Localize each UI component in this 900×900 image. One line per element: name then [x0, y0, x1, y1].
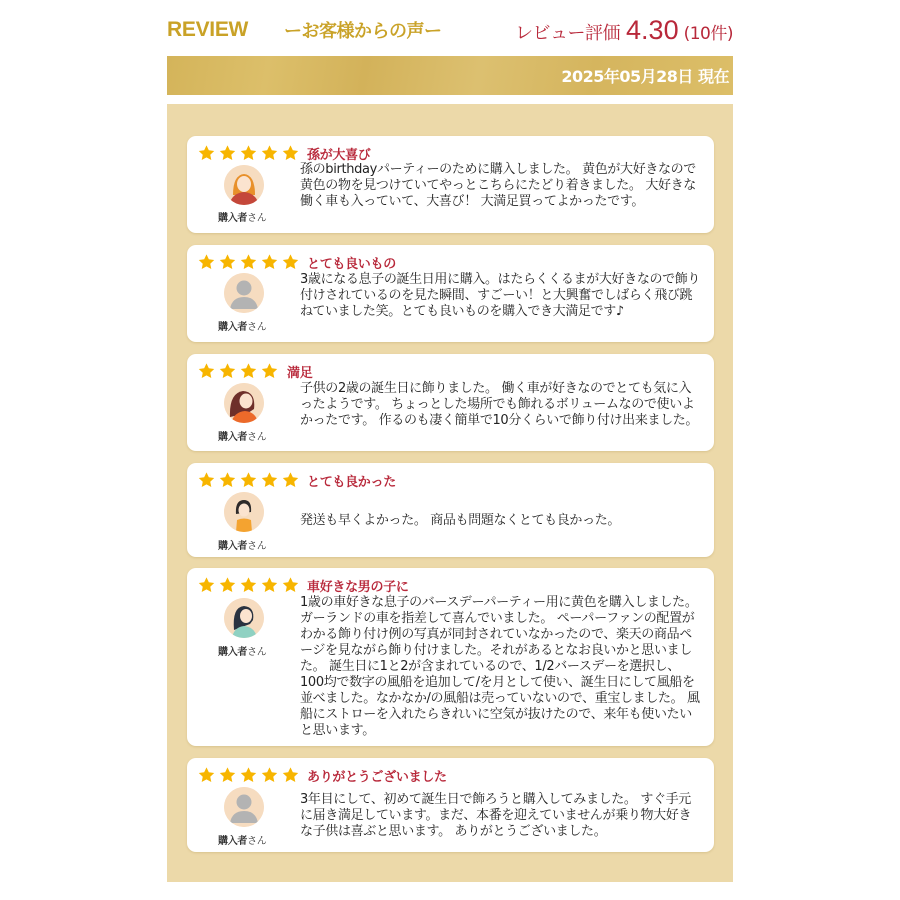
review-card: [187, 758, 714, 852]
star-icon: [197, 362, 216, 380]
review-title: とても良かった: [307, 475, 396, 490]
brand-title: REVIEW: [167, 18, 249, 41]
star-icon: [197, 144, 216, 162]
buyer-label: 購入者さん: [218, 213, 267, 224]
review-body: 子供の2歳の誕生日に飾りました。 働く車が好きなのでとても気に入ったようです。 ちょっとした場所でも飾れるボリュームなので使いよかったです。 作るのも凄く簡単で10分くらいで飾り付け出来ました。: [300, 381, 699, 428]
buyer-label: 購入者さん: [218, 836, 267, 847]
section-subtitle: ーお客様からの声ー: [284, 21, 442, 42]
star-icon: [197, 253, 216, 271]
star-icon: [218, 144, 237, 162]
star-rating: [197, 362, 279, 380]
review-body: 3年目にして、初めて誕生日で飾ろうと購入してみました。 すぐ手元に届き満足しています。まだ、本番を迎えていませんが乗り物大好きな子供は喜ぶと思います。 ありがとうございました。: [300, 792, 692, 839]
review-title: ありがとうございました: [307, 770, 447, 785]
star-icon: [239, 253, 258, 271]
woman-black-hair-icon: [224, 598, 264, 638]
review-title: とても良いもの: [307, 257, 396, 272]
review-card: [187, 354, 714, 451]
review-header: [167, 12, 733, 48]
rating-score: 4.30: [626, 14, 679, 45]
star-icon: [239, 471, 258, 489]
review-card: [187, 463, 714, 557]
star-icon: [260, 766, 279, 784]
star-icon: [218, 253, 237, 271]
buyer-label: 購入者さん: [218, 432, 267, 443]
star-icon: [239, 576, 258, 594]
star-icon: [218, 576, 237, 594]
date-banner: [167, 56, 733, 95]
woman-short-hair-icon: [224, 492, 264, 532]
star-icon: [239, 362, 258, 380]
star-icon: [281, 471, 300, 489]
review-title: 満足: [287, 366, 313, 381]
woman-orange-hair-icon: [224, 165, 264, 205]
star-icon: [281, 253, 300, 271]
star-icon: [218, 362, 237, 380]
review-card: [187, 245, 714, 342]
review-body: 3歳になる息子の誕生日用に購入。はたらくくるまが大好きなので飾り付けされているのを見た瞬間、すごーい！と大興奮でしばらく飛び跳ねていました笑。とても良いものを購入でき大満足です♪: [300, 272, 701, 319]
review-body: 1歳の車好きな息子のバースデーパーティー用に黄色を購入しました。ガーランドの車を指差して喜んでいました。 ペーパーファンの配置がわかる飾り付け例の写真が同封されていなかったので、楽天の商品ページを見ながら飾り付けました。それがあるとなお良いかと思いました。 誕生日に1と2が含まれているので、1/2バースデーを選択し、100均で数字の風船を追加して/を月として使い、誕生日にして風船を並べました。なかなか/の風船は売っていないので、重宝しました。 風船にストローを入れたらきれいに空気が抜けたので、来年も使いたいと思います。: [300, 595, 700, 738]
star-icon: [218, 766, 237, 784]
buyer-label: 購入者さん: [218, 647, 267, 658]
rating-count: (10件): [683, 23, 733, 44]
default-user-icon: [224, 787, 264, 827]
star-rating: [197, 766, 300, 784]
star-icon: [281, 766, 300, 784]
woman-long-hair-icon: [224, 383, 264, 423]
star-icon: [197, 766, 216, 784]
star-icon: [260, 576, 279, 594]
review-card: [187, 136, 714, 233]
star-icon: [281, 144, 300, 162]
rating-summary: [515, 15, 733, 46]
star-icon: [239, 144, 258, 162]
star-icon: [260, 253, 279, 271]
star-rating: [197, 144, 300, 162]
as-of-date: 2025年05月28日 現在: [561, 67, 729, 86]
review-body: 発送も早くよかった。 商品も問題なくとても良かった。: [300, 513, 621, 528]
star-icon: [218, 471, 237, 489]
star-rating: [197, 471, 300, 489]
star-icon: [197, 576, 216, 594]
star-icon: [260, 362, 279, 380]
star-rating: [197, 253, 300, 271]
star-icon: [197, 471, 216, 489]
buyer-label: 購入者さん: [218, 541, 267, 552]
star-icon: [239, 766, 258, 784]
review-body: 孫のbirthdayパーティーのために購入しました。 黄色が大好きなので黄色の物を見つけていてやっとこちらにたどり着きました。 大好きな働く車も入っていて、大喜び！ 大満足買ってよかったです。: [300, 162, 696, 209]
review-title: 孫が大喜び: [307, 148, 371, 163]
buyer-label: 購入者さん: [218, 322, 267, 333]
review-title: 車好きな男の子に: [307, 580, 409, 595]
review-list: [167, 104, 733, 882]
star-rating: [197, 576, 300, 594]
star-icon: [260, 471, 279, 489]
rating-label: レビュー評価: [515, 22, 621, 44]
star-icon: [281, 576, 300, 594]
default-user-icon: [224, 273, 264, 313]
star-icon: [260, 144, 279, 162]
review-card: [187, 568, 714, 746]
